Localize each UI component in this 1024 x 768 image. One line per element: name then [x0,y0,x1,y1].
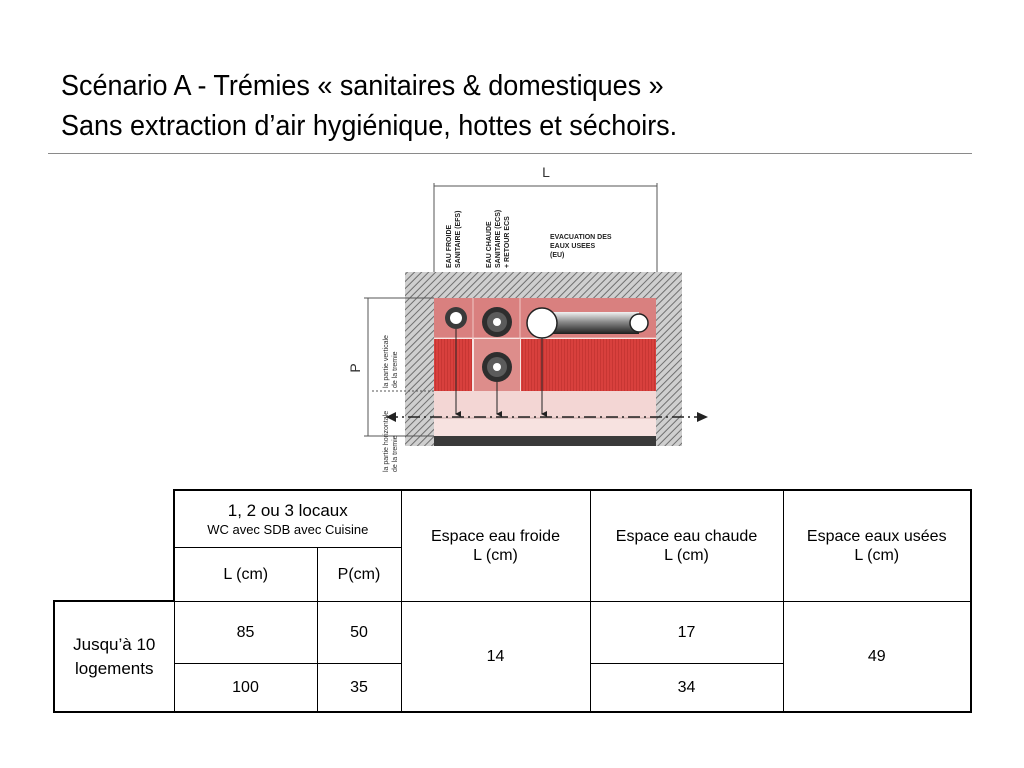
row-1-P: 50 [317,601,401,663]
waste-water-label-line-1: EVACUATION DES [550,234,612,241]
col-header-L: L (cm) [174,547,317,601]
vertical-part-label-line-1: la partie verticale [383,335,390,388]
row-label-line-1: Jusqu’à 10 [73,634,156,654]
row-2-hot: 34 [590,663,783,712]
col-header-waste-line-2: L (cm) [854,546,900,564]
width-dimension-label: L [542,164,550,180]
group-subheader: WC avec SDB avec Cuisine [207,521,369,537]
waste-value: 49 [783,601,971,712]
group-header-cell [174,490,401,547]
width-dimension [434,164,657,272]
row-2-P: 35 [317,663,401,712]
group-header: 1, 2 ou 3 locaux [227,500,348,520]
row-label-line-2: logements [75,658,154,678]
waste-water-pipe [527,308,648,338]
hot-water-label-line-2: SANITAIRE (ECS) [495,209,502,268]
cold-water-label [446,211,462,268]
horizontal-zone-upper [434,391,656,418]
shaft-base [434,436,656,446]
pipe-zone-waste-lower [521,339,656,391]
col-header-cold-line-2: L (cm) [473,546,518,564]
col-header-P: P(cm) [317,547,401,601]
hot-water-label-line-3: + RETOUR ECS [504,216,511,268]
vertical-part-label-line-2: de la tremie [392,351,399,388]
depth-dimension-label: P [347,363,363,373]
hot-water-label [486,210,511,268]
col-header-waste-line-1: Espace eaux usées [806,527,947,545]
table-header-row-1 [54,490,971,547]
pipe-zone-cold-lower [434,339,472,391]
col-header-hot-line-2: L (cm) [664,546,709,564]
cold-water-label-line-1: EAU FROIDE [446,224,453,268]
row-label-cell [54,601,174,712]
waste-water-label-line-2: EAUX USEES [550,243,596,250]
hot-water-pipe [482,307,512,337]
horizontal-part-label-line-1: la partie horizontale [383,410,390,472]
col-header-waste [783,490,971,601]
hot-water-return-pipe [482,352,512,382]
cold-value: 14 [401,601,590,712]
waste-water-label [550,234,612,259]
col-header-hot [590,490,783,601]
sizing-table [53,489,972,713]
slide-title-line-2: Sans extraction d’air hygiénique, hottes et séchoirs. [61,110,678,142]
horizontal-zone-lower [434,418,656,436]
horizontal-part-label-line-2: de la tremie [392,435,399,472]
cold-water-label-line-2: SANITAIRE (EFS) [455,210,462,268]
row-1-L: 85 [174,601,317,663]
table-corner-cell-2 [54,547,174,601]
vertical-part-label [383,335,399,388]
waste-water-label-line-3: (EU) [550,252,565,259]
col-header-hot-line-1: Espace eau chaude [615,527,758,545]
table-corner-cell [54,490,174,547]
cold-water-pipe [445,307,467,329]
table-row [54,601,971,663]
row-1-hot: 17 [590,601,783,663]
slide-title-line-1: Scénario A - Trémies « sanitaires & domestiques » [61,70,664,102]
row-2-L: 100 [174,663,317,712]
horizontal-part-label [383,411,399,472]
hot-water-label-line-1: EAU CHAUDE [486,221,493,268]
col-header-cold-line-1: Espace eau froide [431,527,560,545]
col-header-cold [401,490,590,601]
